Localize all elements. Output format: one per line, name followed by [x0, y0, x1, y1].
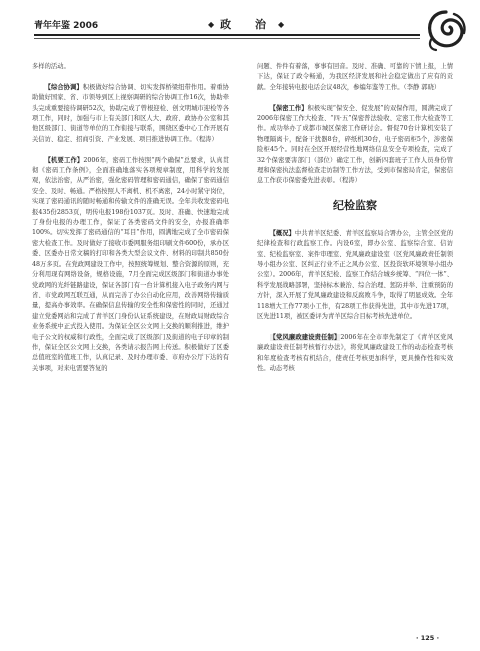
item-text: 积极实现“保安全、促发展”的双保作用，圆满完成了2006年保密工作大检查、“四·五”保密普法验收、定密工作大检查等工作。成功举办了成都市城区保密工作研讨会。督促70台计算机安装了物理隔离卡，配备干扰器8台，碎纸机30台，电子密码柜5个，涉密保险柜45个。同时在全区开展经营性地网络信息安全专项检查，完成了32个保密要害部门（部位）确定工作，创新四套班子工作人员身份管理和保密执法监督检查走访制等工作方法，受到市保密局肯定，保密信息工作获市保密委先进表彰。（程涛） [257, 104, 453, 185]
item-comprehensive-coordination [32, 83, 229, 145]
item-tag: 【机要工作】 [44, 156, 84, 164]
section-heading [208, 16, 290, 32]
item-responsibility-system [257, 333, 453, 375]
item-tag: 【党风廉政建设责任制】 [269, 333, 341, 341]
left-column [32, 62, 229, 374]
header-rule [34, 34, 420, 36]
continuation-paragraph: 问题、件件有着落，事事有回音。及时、准确、可靠的下情上报，上情下达，保证了政令畅通，为我区经济发展和社会稳定做出了应有的贡献。全年接转电报电话会议48次，参编年鉴等工作。（李静 郭晓） [257, 63, 453, 91]
item-text: 中共青羊区纪委、青羊区监察局合署办公，主管全区党的纪律检查和行政监察工作。内设6室，即办公室、监察综合室、信访室、纪检监察室、案件审理室、党风廉政建设室（区党风廉政责任制领导小组办公室、区纠正行业不正之风办公室、区投资软环境领导小组办公室）。2006年，青羊区纪检、监察工作结合城乡统筹、“四位一体”、科学发展战略部署，坚持标本兼治、综合治理、惩防并举、注重预防的方针，深入开展了党风廉政建设和反腐败斗争，取得了明显成效。全年118增大工作77项小工作，有28项工作获得先进，其中市先进17项，区先进11项，被区委评为青羊区综合目标考核先进单位。 [257, 229, 454, 321]
item-text: 2006年在全市率先制定了《青羊区党风廉政建设责任制考核暂行办法》，将党风廉政建设工作的动态检查考核和年度检查考核有机结合，使责任考核更加科学，更具操作性和实效性。动态考核 [257, 333, 453, 373]
page-number: · 125 · [416, 634, 440, 642]
intro-paragraph: 多样的活动。 [32, 63, 70, 70]
section-name: 政 治 [220, 18, 276, 31]
right-column [257, 62, 453, 375]
item-tag: 【综合协调】 [44, 83, 83, 91]
item-text: 2006年，密码工作按照“两个确保”总要求，认真贯彻《密码工作条例》，全面准确地落实各项规章制度，用科学的发展观，依法治密，从严治密，强化密码管理和密码通信，确保了密码通信安全、及时、畅通。严格按照人不离机、机不离密，24小时紧守岗位，实现了密码通讯的随时畅通和传输文件的准确无误。全年共收发密码电报435份2853页，明传电报198份1037页。及时、准确、快速地完成了身份电报的办理工作，保证了各类密码文件的安全，办报准确率100%。切实发挥了密码通信的“耳目”作用，圆满地完成了全市密码保密大检查工作。及时做好了接收市委网服务组印刷文件600份，承办区委、区委办日常文稿的打印和各类大型会议文件、材料的印制共850份48万多页。在党政网建设工作中，按照统筹规划、整合资源的原则，充分利用现有网络设备，规格设施，7月全面完成区级部门和街道办事处党政网的光纤链路建设，保证各部门有一台计算机接入电子政务内网与省、市党政网互联互通，从而完善了办公自动化应用，改善网络传输质量，提高办事效率。在确保信息传输的安全性和保密性的同时，还通过建立党委网站和完成了青羊区门身份认证系统建设，在财政局财政综合业务系统中正式投入使用。为保证全区公文网上交换的顺利推进，维护电子公文的权威和行政性，全面完成了区级部门及街道的电子印章的制作，保证全区公文网上交换，各类请示报告网上传送。积极做好了区委总值班室的值班工作，认真记录、及时办理市委、市府办公厅下达的有关事项，对来电需要答复的 [32, 156, 230, 372]
page-header [20, 8, 470, 54]
item-tag: 【概况】 [269, 229, 295, 237]
swirl-emblem-icon [424, 8, 468, 52]
diamond-icon: ◆ [208, 20, 215, 29]
section-title: 纪检监察 [333, 198, 377, 212]
book-title: 青年年鉴 2006 [34, 21, 99, 31]
item-secrecy-work [257, 104, 453, 187]
item-text: 积极做好综合协调、切实发挥桥梁纽带作用。着重协助做好国家、省、市领导到区上视察调研的综合协调工作16次，协助牵头完成重要接待调研52次，协助完成了曾根迎检、创文明城市迎检等各项工作，同时，加强与市上有关部门和区人大、政府、政协办公室和其他区级部门、街道等单位的工作衔接与联系，围绕区委中心工作开展有关信访、稳定、招商引资、产业发展、项目推进协调工作。（程涛） [32, 83, 230, 143]
header-rule-thin [34, 38, 420, 39]
item-tag: 【保密工作】 [269, 104, 308, 112]
item-confidential-work [32, 156, 229, 375]
diamond-icon-end: ◆ [278, 20, 285, 29]
item-overview [257, 229, 453, 323]
